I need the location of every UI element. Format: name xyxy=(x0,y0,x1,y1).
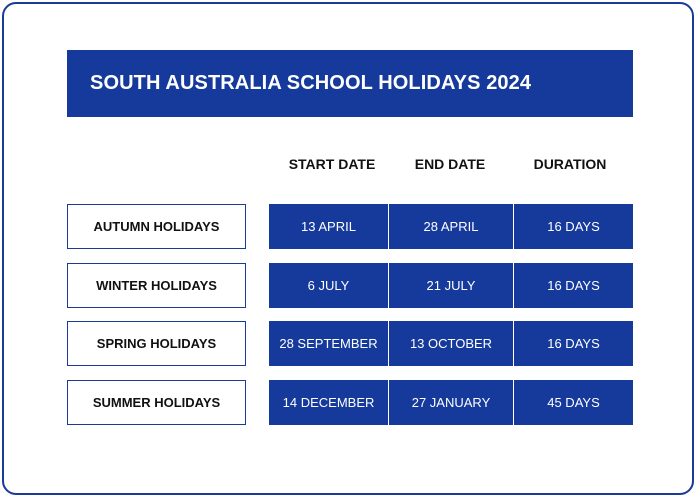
cell-duration: 16 DAYS xyxy=(514,321,633,366)
title-banner xyxy=(67,50,633,117)
column-header-duration: DURATION xyxy=(533,156,607,172)
row-label-summer: SUMMER HOLIDAYS xyxy=(67,380,246,425)
cell-duration: 16 DAYS xyxy=(514,204,633,249)
cell-end-date: 13 OCTOBER xyxy=(389,321,513,366)
cell-end-date: 28 APRIL xyxy=(389,204,513,249)
cell-duration: 16 DAYS xyxy=(514,263,633,308)
row-label-spring: SPRING HOLIDAYS xyxy=(67,321,246,366)
column-header-start-date: START DATE xyxy=(288,156,376,172)
row-label-winter: WINTER HOLIDAYS xyxy=(67,263,246,308)
cell-start-date: 13 APRIL xyxy=(269,204,388,249)
cell-start-date: 28 SEPTEMBER xyxy=(269,321,388,366)
cell-duration: 45 DAYS xyxy=(514,380,633,425)
page-title: SOUTH AUSTRALIA SCHOOL HOLIDAYS 2024 xyxy=(90,72,532,94)
column-header-end-date: END DATE xyxy=(414,156,486,172)
row-label-autumn: AUTUMN HOLIDAYS xyxy=(67,204,246,249)
cell-end-date: 21 JULY xyxy=(389,263,513,308)
cell-start-date: 6 JULY xyxy=(269,263,388,308)
cell-start-date: 14 DECEMBER xyxy=(269,380,388,425)
cell-end-date: 27 JANUARY xyxy=(389,380,513,425)
